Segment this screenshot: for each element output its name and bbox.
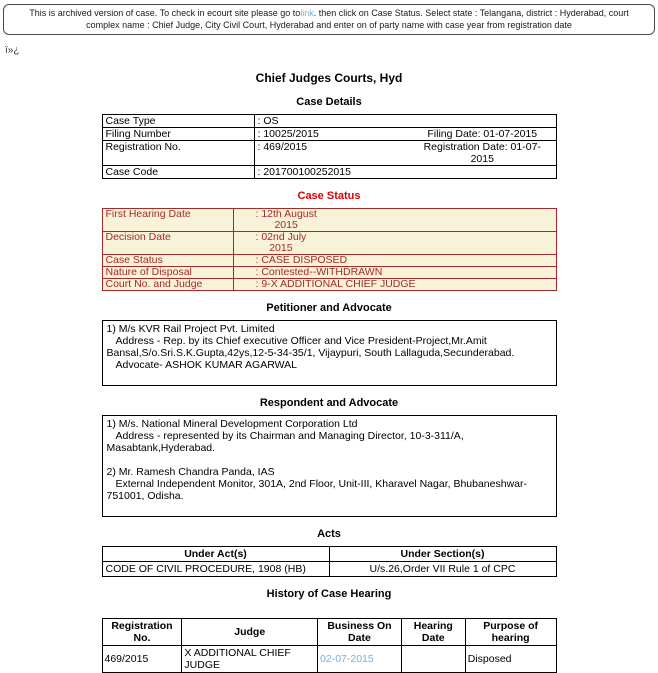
- table-row: [102, 646, 556, 673]
- history-business-on-date: [318, 646, 402, 673]
- purpose-of-hearing-column-header: Purpose of hearing: [465, 619, 556, 646]
- archived-case-banner: [3, 4, 655, 35]
- table-row: [102, 209, 556, 232]
- petitioner-heading: Petitioner and Advocate: [266, 302, 392, 314]
- registration-number-label: Registration No.: [102, 141, 254, 166]
- table-header-row: [102, 619, 556, 646]
- table-row: [102, 141, 556, 166]
- case-status-table: [102, 208, 557, 291]
- acts-heading: Acts: [317, 528, 341, 540]
- history-table: [102, 618, 557, 673]
- respondent-address1-line: Address - represented by its Chairman and Managing Director, 10-3-311/A, Masabtank,Hyderabad.: [106, 430, 464, 454]
- case-code-value: : 201700100252015: [254, 166, 556, 179]
- table-row: [102, 166, 556, 179]
- respondent-heading: Respondent and Advocate: [259, 397, 399, 409]
- case-code-label: Case Code: [102, 166, 254, 179]
- main-content: [102, 71, 557, 673]
- respondent-address2-line: External Independent Monitor, 301A, 2nd Floor, Unit-III, Kharavel Nagar, Bhubaneshwar-751001, Odisha.: [106, 478, 527, 502]
- history-purpose: Disposed: [465, 646, 556, 673]
- nature-of-disposal-label: Nature of Disposal: [102, 267, 233, 279]
- acts-table: [102, 546, 557, 577]
- case-type-value: : OS: [254, 115, 556, 128]
- petitioner-party-line: 1) M/s KVR Rail Project Pvt. Limited: [106, 323, 275, 335]
- decision-date-label: Decision Date: [102, 232, 233, 255]
- history-judge: X ADDITIONAL CHIEF JUDGE: [182, 646, 318, 673]
- case-status-label: Case Status: [102, 255, 233, 267]
- table-row: [102, 128, 556, 141]
- value-line-2: 2015: [274, 219, 298, 231]
- registration-date-value: Registration Date: 01-07-2015: [409, 141, 556, 166]
- value-line-1: : 12th August: [255, 208, 317, 220]
- table-row: [102, 115, 556, 128]
- first-hearing-date-value: [233, 209, 556, 232]
- case-type-label: Case Type: [102, 115, 254, 128]
- bom-artifact-text: ï»¿: [5, 45, 20, 56]
- case-status-value: : CASE DISPOSED: [233, 255, 556, 267]
- business-on-date-link[interactable]: 02-07-2015: [320, 653, 374, 665]
- first-hearing-date-label: First Hearing Date: [102, 209, 233, 232]
- business-on-date-column-header: Business On Date: [318, 619, 402, 646]
- history-hearing-date: [401, 646, 465, 673]
- court-no-judge-label: Court No. and Judge: [102, 279, 233, 291]
- registration-number-value: : 469/2015: [254, 141, 409, 166]
- history-table-wrap: [102, 618, 557, 673]
- respondent-box: [102, 415, 557, 517]
- respondent-party1-line: 1) M/s. National Mineral Development Corporation Ltd: [106, 418, 358, 430]
- table-row: [102, 279, 556, 291]
- registration-no-column-header: Registration No.: [102, 619, 182, 646]
- history-registration-no: 469/2015: [102, 646, 182, 673]
- petitioner-address-line: Address - Rep. by its Chief executive Officer and Vice President-Project,Mr.Amit Bansal,S/o.Sri.S.K.Gupta,42ys,12-5-34-35/1, Vijaypuri, South Lallaguda,Secunderabad.: [106, 335, 515, 359]
- court-no-judge-value: : 9-X ADDITIONAL CHIEF JUDGE: [233, 279, 556, 291]
- judge-column-header: Judge: [182, 619, 318, 646]
- case-details-table: [102, 114, 557, 179]
- filing-number-value: : 10025/2015: [254, 128, 409, 141]
- respondent-party2-line: 2) Mr. Ramesh Chandra Panda, IAS: [106, 466, 275, 478]
- under-acts-column-header: Under Act(s): [102, 547, 329, 562]
- table-row: [102, 562, 556, 577]
- hearing-date-column-header: Hearing Date: [401, 619, 465, 646]
- petitioner-advocate-line: Advocate- ASHOK KUMAR AGARWAL: [115, 359, 297, 371]
- page-title: Chief Judges Courts, Hyd: [255, 71, 403, 85]
- history-heading: History of Case Hearing: [266, 588, 392, 600]
- ecourt-site-link[interactable]: link: [300, 8, 314, 18]
- table-header-row: [102, 547, 556, 562]
- section-value: U/s.26,Order VII Rule 1 of CPC: [329, 562, 556, 577]
- case-status-heading: Case Status: [297, 190, 361, 202]
- value-line-1: : 02nd July: [255, 231, 307, 243]
- act-value: CODE OF CIVIL PROCEDURE, 1908 (HB): [102, 562, 329, 577]
- petitioner-box: [102, 320, 557, 386]
- decision-date-value: [233, 232, 556, 255]
- banner-text-after: . then click on Case Status. Select state : Telangana, district : Hyderabad, court complex name : Chief Judge, City Civil Court, Hyderabad and enter on of party name with case year from registration date: [86, 8, 629, 30]
- table-row: [102, 267, 556, 279]
- filing-number-label: Filing Number: [102, 128, 254, 141]
- case-details-heading: Case Details: [296, 96, 362, 108]
- value-line-2: 2015: [269, 242, 293, 254]
- under-sections-column-header: Under Section(s): [329, 547, 556, 562]
- table-row: [102, 255, 556, 267]
- banner-text-before: This is archived version of case. To check in ecourt site please go to: [29, 8, 301, 18]
- filing-date-value: Filing Date: 01-07-2015: [409, 128, 556, 141]
- table-row: [102, 232, 556, 255]
- nature-of-disposal-value: : Contested--WITHDRAWN: [233, 267, 556, 279]
